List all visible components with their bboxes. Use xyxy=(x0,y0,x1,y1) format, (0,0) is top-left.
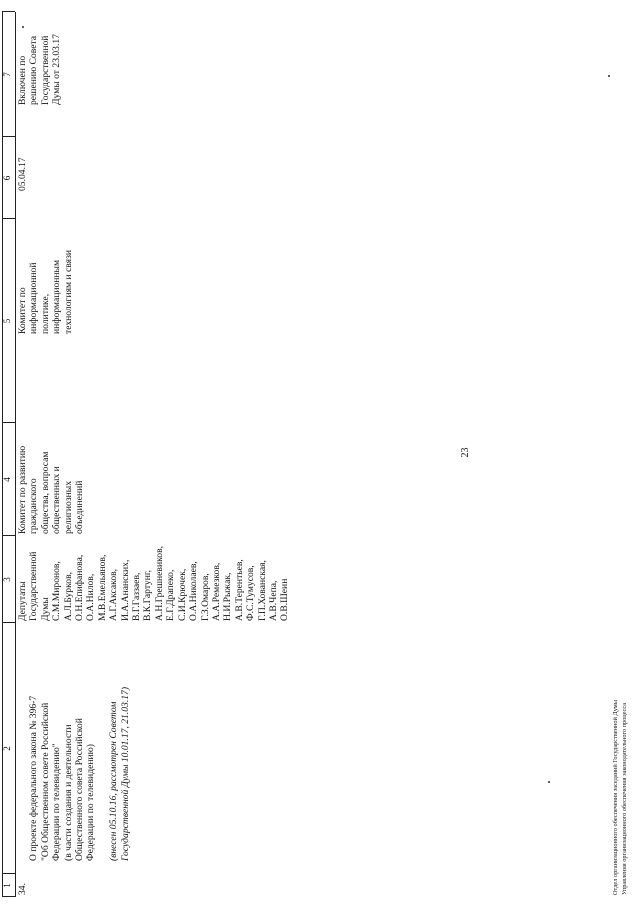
bill-description xyxy=(17,621,131,861)
column-number-1: 1 xyxy=(2,883,12,888)
footer xyxy=(612,700,629,895)
row-number: 34. xyxy=(17,883,28,895)
inclusion-status: Включен по решению Совета Государственной Думы от 23.03.17 xyxy=(17,34,63,105)
co-executor-committee: Комитет по информационной политике, информационным технологиям и связи xyxy=(17,250,74,334)
column-number-3: 3 xyxy=(2,577,12,582)
bill-note: (внесен 05.10.16, рассмотрен Советом Государственной Думы 10.01.17, 21.03.17) xyxy=(108,686,131,861)
column-number-7: 7 xyxy=(2,72,12,77)
column-number-6: 6 xyxy=(2,175,12,181)
page-number: 23 xyxy=(460,447,471,458)
footer-line-1: Отдел организационного обеспечения заседаний Государственной Думы xyxy=(612,700,619,895)
responsible-committee: Комитет по развитию гражданского общества, вопросам общественных и религиозных объединений xyxy=(17,445,86,534)
scan-speck xyxy=(608,76,610,78)
review-date: 05.04.17 xyxy=(17,157,28,191)
footer-line-2: Управления организационного обеспечения законодательного процесса xyxy=(620,702,628,895)
column-number-2: 2 xyxy=(2,746,12,751)
header-bottom-border xyxy=(15,12,16,897)
bill-authors: Депутаты Государственной Думы С.М.Миронов, А.Л.Бурков, О.Н.Епифанова, О.А.Нилов, М.В.Емельянов, А.Г.Аксаков, И.А.Ананских, В.Г.Газзаев, В.К.Гартунг, А.Н.Грешневиков, Е.Г.Драпеко, С.И.Крючек, О.А.Николаев, Г.З.Омаров, А.А.Ремезков, Н.И.Рыжак, А.В.Терентьев, Ф.С.Тумусов, Г.П.Хованская, А.В.Чепа, О.В.Шеин xyxy=(17,546,291,621)
scan-speck xyxy=(548,782,550,784)
column-number-4: 4 xyxy=(2,477,12,482)
column-number-5: 5 xyxy=(2,318,12,324)
bill-title: О проекте федерального закона № 396-7 "Об Общественном совете Российской Федерации по телевидению" (в части создания и деятельности Общественного совета Российской Федерации по телевидению) xyxy=(28,695,97,861)
scan-speck xyxy=(22,27,24,29)
